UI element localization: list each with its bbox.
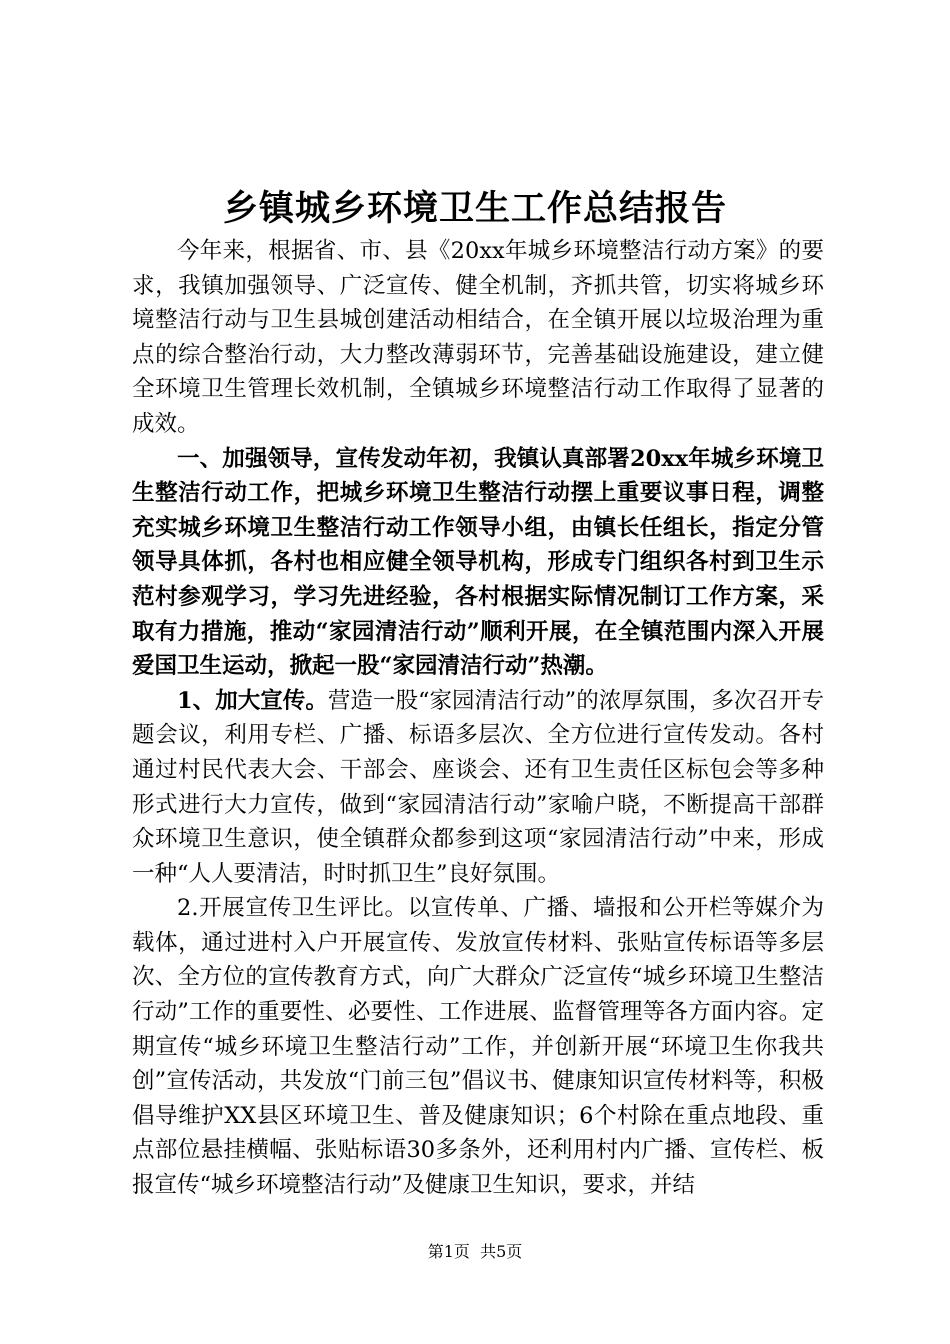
- page-footer: [0, 1240, 950, 1264]
- page-number-label: 第1页 共5页: [427, 1242, 523, 1261]
- paragraph-section-one: 一、加强领导，宣传发动年初，我镇认真部署20xx年城乡环境卫生整洁行动工作，把城乡环境卫生整洁行动摆上重要议事日程，调整充实城乡环境卫生整洁行动工作领导小组，由镇长任组长，指定分管领导具体抓，各村也相应健全领导机构，形成专门组织各村到卫生示范村参观学习，学习先进经验，各村根据实际情况制订工作方案，采取有力措施，推动“家园清洁行动”顺利开展，在全镇范围内深入开展爱国卫生运动，掀起一股“家园清洁行动”热潮。: [132, 445, 824, 680]
- paragraph-intro: 今年来，根据省、市、县《20xx年城乡环境整洁行动方案》的要求，我镇加强领导、广泛宣传、健全机制，齐抓共管，切实将城乡环境整洁行动与卫生县城创建活动相结合，在全镇开展以垃圾治理为重点的综合整治行动，大力整改薄弱环节，完善基础设施建设，建立健全环境卫生管理长效机制，全镇城乡环境整洁行动工作取得了显著的成效。: [132, 238, 824, 437]
- item-one-text: 营造一股“家园清洁行动”的浓厚氛围，多次召开专题会议，利用专栏、广播、标语多层次、全方位进行宣传发动。各村通过村民代表大会、干部会、座谈会、还有卫生责任区标包会等多种形式进行大力宣传，做到“家园清洁行动”家喻户晓，不断提高干部群众环境卫生意识，使全镇群众都参到这项“家园清洁行动”中来，形成一种“人人要清洁，时时抓卫生”良好氛围。: [132, 687, 824, 887]
- document-title: 乡镇城乡环境卫生工作总结报告: [222, 188, 727, 229]
- document-body: [132, 234, 824, 1203]
- paragraph-item-two: 2.开展宣传卫生评比。以宣传单、广播、墙报和公开栏等媒介为载体，通过进村入户开展宣传、发放宣传材料、张贴宣传标语等多层次、全方位的宣传教育方式，向广大群众广泛宣传“城乡环境卫生整洁行动”工作的重要性、必要性、工作进展、监督管理等各方面内容。定期宣传“城乡环境卫生整洁行动”工作，并创新开展“环境卫生你我共创”宣传活动，共发放“门前三包”倡议书、健康知识宣传材料等，积极倡导维护XX县区环境卫生、普及健康知识；6个村除在重点地段、重点部位悬挂横幅、张贴标语30多条外，还利用村内广播、宣传栏、板报宣传“城乡环境整洁行动”及健康卫生知识，要求，并结: [132, 895, 824, 1199]
- paragraph-item-one: [132, 684, 824, 892]
- item-one-lead: 1、加大宣传。: [177, 687, 328, 714]
